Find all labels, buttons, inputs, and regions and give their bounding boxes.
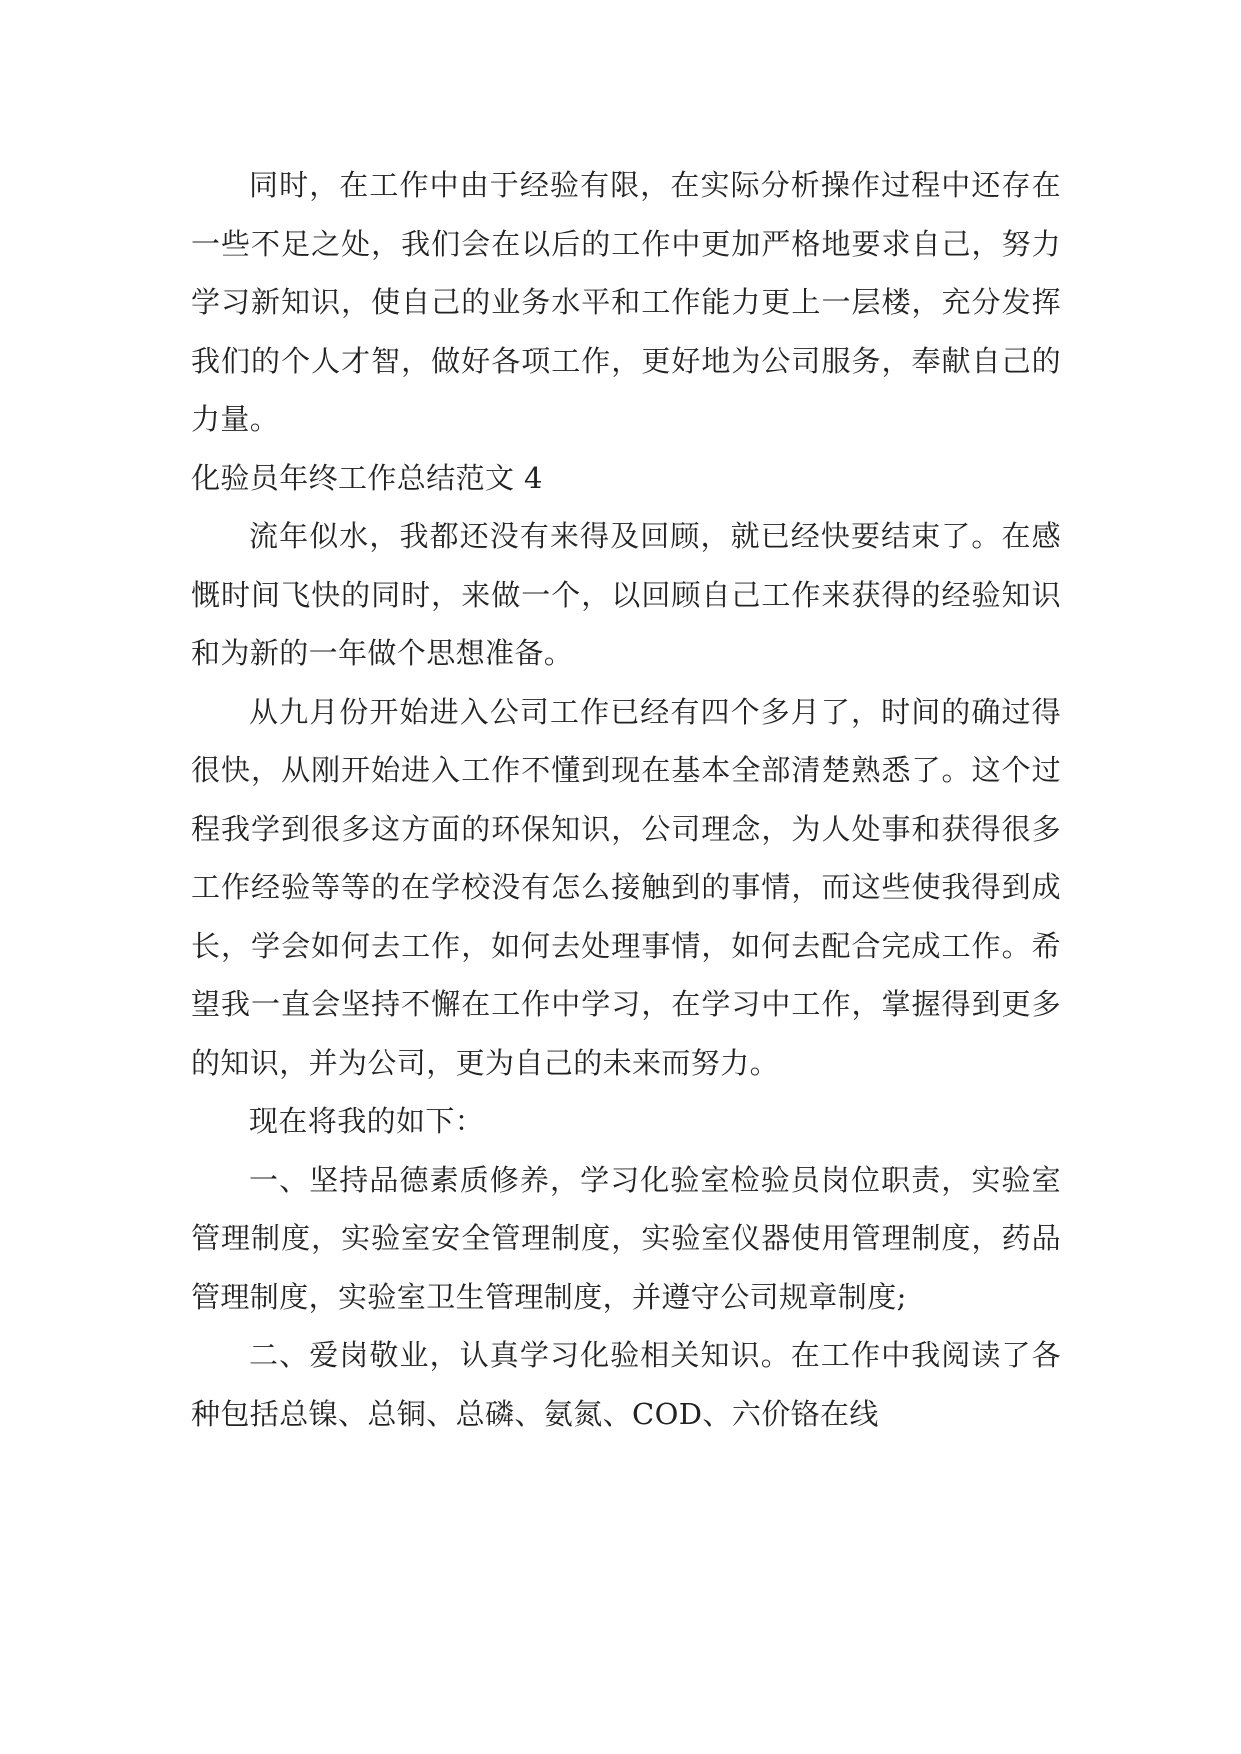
paragraph-closing: 同时，在工作中由于经验有限，在实际分析操作过程中还存在一些不足之处，我们会在以后的工作中更加严格地要求自己，努力学习新知识，使自己的业务水平和工作能力更上一层楼，充分发挥我们的个人才智，做好各项工作，更好地为公司服务，奉献自己的力量。 bbox=[191, 168, 1061, 436]
paragraph-point-two: 二、爱岗敬业，认真学习化验相关知识。在工作中我阅读了各种包括总镍、总铜、总磷、氨氮、COD、六价铬在线 bbox=[191, 1338, 1061, 1431]
paragraph-point-one: 一、坚持品德素质修养，学习化验室检验员岗位职责，实验室管理制度，实验室安全管理制度，实验室仪器使用管理制度，药品管理制度，实验室卫生管理制度，并遵守公司规章制度; bbox=[191, 1162, 1061, 1314]
paragraph-experience: 从九月份开始进入公司工作已经有四个多月了，时间的确过得很快，从刚开始进入工作不懂到现在基本全部清楚熟悉了。这个过程我学到很多这方面的环保知识，公司理念，为人处事和获得很多工作经验等等的在学校没有怎么接触到的事情，而这些使我得到成长，学会如何去工作，如何去处理事情，如何去配合完成工作。希望我一直会坚持不懈在工作中学习，在学习中工作，掌握得到更多的知识，并为公司，更为自己的未来而努力。 bbox=[191, 694, 1061, 1080]
paragraph-intro: 流年似水，我都还没有来得及回顾，就已经快要结束了。在感慨时间飞快的同时，来做一个，以回顾自己工作来获得的经验知识和为新的一年做个思想准备。 bbox=[191, 519, 1061, 670]
paragraph-summary-lead: 现在将我的如下： bbox=[249, 1104, 485, 1138]
section-heading: 化验员年终工作总结范文 4 bbox=[191, 460, 543, 495]
document-body bbox=[191, 156, 1061, 1443]
